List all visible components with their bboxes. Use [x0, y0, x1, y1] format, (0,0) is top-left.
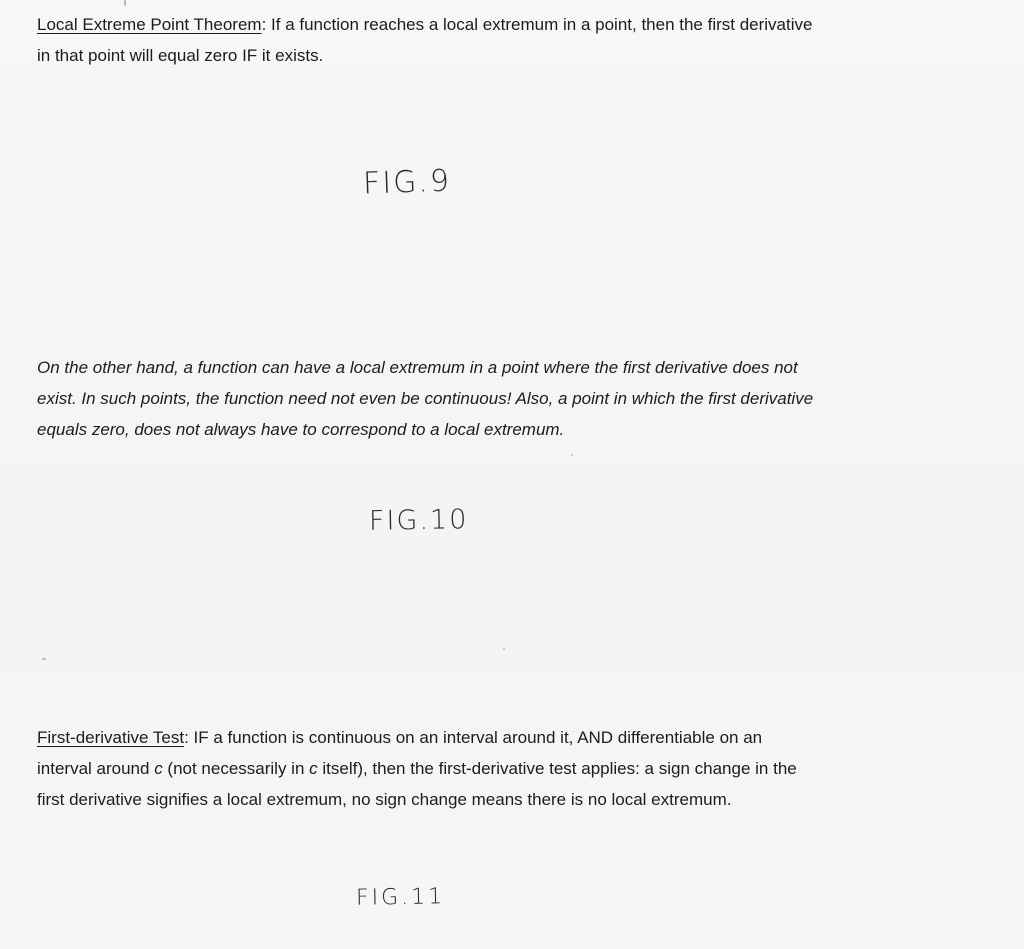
test-text-line2a: interval around — [37, 759, 155, 778]
theorem-text-line2: in that point will equal zero IF it exists. — [37, 46, 324, 65]
test-text-line2b: (not necessarily in — [162, 759, 310, 778]
other-hand-paragraph — [37, 352, 997, 445]
local-extreme-point-theorem-paragraph — [37, 9, 997, 71]
test-text-line1: : IF a function is continuous on an interval around it, AND differentiable on an — [184, 728, 763, 747]
figure-11-handwritten-label: FIG.11 — [355, 884, 446, 911]
variable-c: c — [154, 759, 163, 778]
first-derivative-test-term: First-derivative Test — [37, 728, 185, 747]
variable-c: c — [309, 759, 318, 778]
theorem-text-line1: : If a function reaches a local extremum in a point, then the first derivative — [261, 15, 813, 34]
first-derivative-test-paragraph — [37, 722, 997, 815]
scan-speck — [571, 454, 573, 456]
scan-speck — [503, 648, 505, 650]
figure-10-handwritten-label: FIG.10 — [368, 504, 469, 537]
scan-speck — [42, 657, 46, 661]
other-hand-line1: On the other hand, a function can have a local extremum in a point where the first derivative does not — [37, 358, 798, 377]
other-hand-line3: equals zero, does not always have to correspond to a local extremum. — [37, 420, 565, 439]
test-text-line2c: itself), then the first-derivative test applies: a sign change in the — [317, 759, 797, 778]
local-extreme-point-theorem-term: Local Extreme Point Theorem — [37, 15, 262, 34]
test-text-line3: first derivative signifies a local extremum, no sign change means there is no local extremum. — [37, 790, 732, 809]
scan-speck — [124, 0, 126, 6]
figure-9-handwritten-label: FIG.9 — [362, 163, 452, 202]
other-hand-line2: exist. In such points, the function need not even be continuous! Also, a point in which the first derivative — [37, 389, 814, 408]
